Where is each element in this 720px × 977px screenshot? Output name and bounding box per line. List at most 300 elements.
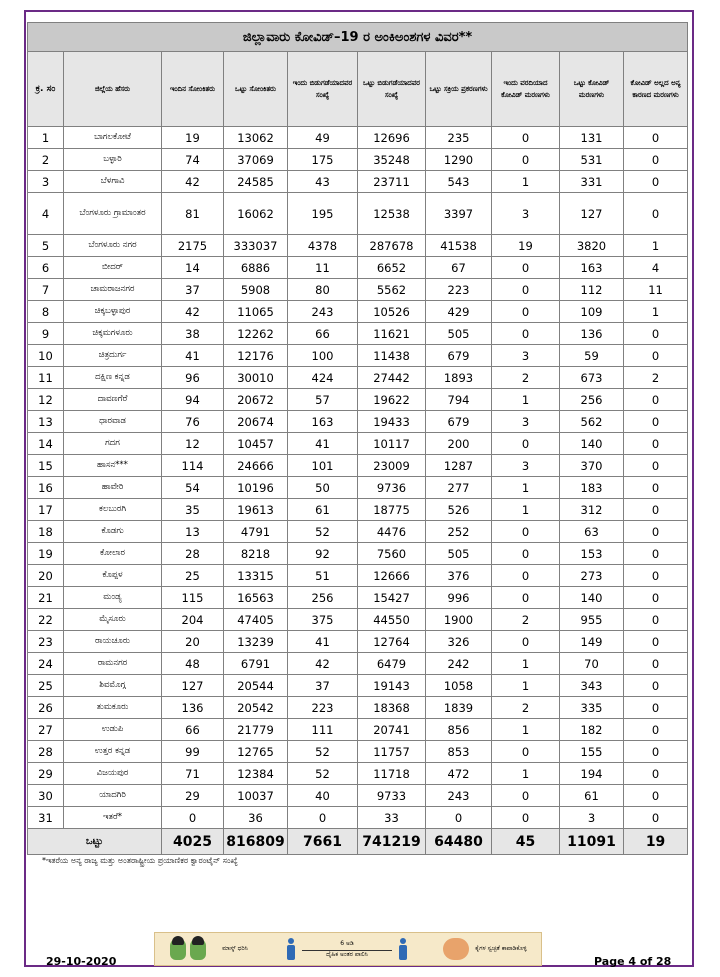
district-name: ಯಾದಗಿರಿ [64,785,162,807]
table-cell: 67 [426,257,492,279]
mask-text: ಮಾಸ್ಕ್ ಧರಿಸಿ [222,945,248,952]
table-cell: 48 [162,653,224,675]
table-cell: 1 [28,127,64,149]
table-cell: 10196 [224,477,288,499]
safety-banner [154,932,542,966]
table-cell: 109 [560,301,624,323]
table-cell: 19 [162,127,224,149]
table-cell: 14 [28,433,64,455]
table-cell: 955 [560,609,624,631]
table-cell: 54 [162,477,224,499]
table-cell: 0 [492,149,560,171]
table-cell: 3 [492,345,560,367]
table-cell: 40 [288,785,358,807]
table-cell: 11621 [358,323,426,345]
table-cell: 526 [426,499,492,521]
table-cell: 163 [560,257,624,279]
table-cell: 856 [426,719,492,741]
table-cell: 11 [28,367,64,389]
table-cell: 41 [162,345,224,367]
column-header: ಇಂದು ಬಿಡುಗಡೆಯಾದವರ ಸಂಖ್ಯೆ [288,52,358,127]
table-cell: 8218 [224,543,288,565]
table-cell: 41 [288,433,358,455]
table-cell: 505 [426,323,492,345]
table-row [28,631,688,653]
table-cell: 0 [624,763,688,785]
table-cell: 163 [288,411,358,433]
table-cell: 11438 [358,345,426,367]
table-cell: 71 [162,763,224,785]
table-cell: 6479 [358,653,426,675]
table-cell: 140 [560,587,624,609]
table-cell: 16 [28,477,64,499]
table-cell: 424 [288,367,358,389]
person-icon [286,938,296,960]
table-cell: 287678 [358,235,426,257]
table-cell: 256 [288,587,358,609]
table-cell: 92 [288,543,358,565]
table-cell: 343 [560,675,624,697]
table-cell: 12666 [358,565,426,587]
table-cell: 13062 [224,127,288,149]
table-cell: 376 [426,565,492,587]
table-cell: 2175 [162,235,224,257]
table-cell: 16563 [224,587,288,609]
table-cell: 114 [162,455,224,477]
table-cell: 4 [624,257,688,279]
table-cell: 12764 [358,631,426,653]
table-cell: 10 [28,345,64,367]
table-cell: 1 [492,477,560,499]
table-row [28,565,688,587]
table-cell: 23 [28,631,64,653]
table-row [28,587,688,609]
table-cell: 115 [162,587,224,609]
table-cell: 19433 [358,411,426,433]
table-cell: 2 [492,609,560,631]
table-cell: 0 [624,149,688,171]
table-row [28,741,688,763]
table-cell: 335 [560,697,624,719]
table-cell: 2 [624,367,688,389]
table-cell: 19613 [224,499,288,521]
table-cell: 794 [426,389,492,411]
table-row [28,653,688,675]
table-cell: 0 [624,521,688,543]
total-cell: 11091 [560,829,624,855]
table-cell: 0 [624,433,688,455]
table-cell: 28 [162,543,224,565]
table-cell: 136 [162,697,224,719]
table-cell: 9 [28,323,64,345]
table-cell: 0 [162,807,224,829]
table-cell: 136 [560,323,624,345]
table-cell: 49 [288,127,358,149]
table-cell: 31 [28,807,64,829]
table-cell: 23711 [358,171,426,193]
table-cell: 3 [492,411,560,433]
table-cell: 37 [162,279,224,301]
district-name: ಇತರೆ* [64,807,162,829]
table-cell: 472 [426,763,492,785]
column-header: ಇಂದಿನ ಸೋಂಕಿತರು [162,52,224,127]
table-cell: 543 [426,171,492,193]
table-cell: 19 [492,235,560,257]
table-cell: 0 [624,171,688,193]
table-cell: 5 [28,235,64,257]
table-cell: 52 [288,521,358,543]
table-cell: 3 [28,171,64,193]
table-cell: 35248 [358,149,426,171]
table-cell: 0 [624,741,688,763]
table-cell: 1 [492,171,560,193]
table-cell: 20542 [224,697,288,719]
table-cell: 27 [28,719,64,741]
table-cell: 155 [560,741,624,763]
total-row [28,829,688,855]
table-cell: 312 [560,499,624,521]
table-cell: 2 [492,697,560,719]
table-cell: 12176 [224,345,288,367]
district-name: ಚಿತ್ರದುರ್ಗ [64,345,162,367]
table-cell: 333037 [224,235,288,257]
total-cell: 741219 [358,829,426,855]
table-cell: 13 [28,411,64,433]
table-cell: 243 [426,785,492,807]
table-cell: 4 [28,193,64,235]
table-cell: 1839 [426,697,492,719]
table-cell: 12 [28,389,64,411]
table-cell: 3 [560,807,624,829]
table-row [28,127,688,149]
district-name: ಕಲಬುರಗಿ [64,499,162,521]
table-title: ಜಿಲ್ಲಾವಾರು ಕೋವಿಡ್–19 ರ ಅಂಕಿಅಂಶಗಳ ವಿವರ** [28,23,688,52]
table-cell: 127 [560,193,624,235]
table-cell: 0 [492,807,560,829]
district-name: ವಿಜಯಪುರ [64,763,162,785]
table-row [28,257,688,279]
table-cell: 18368 [358,697,426,719]
table-cell: 243 [288,301,358,323]
table-cell: 0 [624,345,688,367]
column-header: ಒಟ್ಟು ಸೋಂಕಿತರು [224,52,288,127]
table-cell: 0 [624,697,688,719]
table-cell: 19 [28,543,64,565]
table-cell: 326 [426,631,492,653]
table-cell: 0 [492,631,560,653]
table-row [28,193,688,235]
table-cell: 100 [288,345,358,367]
table-cell: 112 [560,279,624,301]
hand-wash-icon [443,938,469,960]
table-cell: 66 [162,719,224,741]
distance-text: ದೈಹಿಕ ಅಂತರ ಪಾಲಿಸಿ [326,950,368,958]
masked-face-icon [170,938,186,960]
table-cell: 0 [624,389,688,411]
table-cell: 242 [426,653,492,675]
table-cell: 0 [624,477,688,499]
table-cell: 853 [426,741,492,763]
table-cell: 5908 [224,279,288,301]
table-cell: 673 [560,367,624,389]
district-name: ಗದಗ [64,433,162,455]
table-cell: 3 [492,455,560,477]
table-cell: 194 [560,763,624,785]
table-cell: 0 [492,323,560,345]
table-cell: 1 [624,301,688,323]
district-name: ರಾಮನಗರ [64,653,162,675]
table-cell: 562 [560,411,624,433]
table-cell: 0 [624,543,688,565]
table-cell: 235 [426,127,492,149]
district-name: ಉಡುಪಿ [64,719,162,741]
district-name: ಬೆಳಗಾವಿ [64,171,162,193]
table-cell: 175 [288,149,358,171]
district-name: ಬಾಗಲಕೋಟೆ [64,127,162,149]
table-cell: 6886 [224,257,288,279]
table-cell: 38 [162,323,224,345]
table-row [28,609,688,631]
table-cell: 28 [28,741,64,763]
table-cell: 5562 [358,279,426,301]
total-cell: 64480 [426,829,492,855]
district-name: ಕೊಡಗು [64,521,162,543]
table-cell: 10117 [358,433,426,455]
report-date: 29-10-2020 [46,955,117,968]
table-cell: 0 [492,587,560,609]
distance-value: 6 ಅಡಿ [340,939,354,947]
table-cell: 6 [28,257,64,279]
table-cell: 29 [28,763,64,785]
table-cell: 94 [162,389,224,411]
district-name: ಮಂಡ್ಯ [64,587,162,609]
district-name: ಮೈಸೂರು [64,609,162,631]
total-cell: 45 [492,829,560,855]
table-cell: 0 [624,609,688,631]
table-row [28,697,688,719]
column-header: ಇಂದು ವರದಿಯಾದ ಕೋವಿಡ್ ಮರಣಗಳು [492,52,560,127]
table-cell: 20 [162,631,224,653]
table-cell: 996 [426,587,492,609]
table-row [28,345,688,367]
table-cell: 17 [28,499,64,521]
table-cell: 0 [426,807,492,829]
table-cell: 18775 [358,499,426,521]
table-cell: 26 [28,697,64,719]
table-cell: 81 [162,193,224,235]
table-cell: 101 [288,455,358,477]
table-cell: 4791 [224,521,288,543]
footnote: *ಇತರೆಯ ಅನ್ಯ ರಾಜ್ಯ ಮತ್ತು ಅಂತರಾಷ್ಟ್ರೀಯ ಪ್ರಯಾಣಿಕರ ಕ್ವಾರಂಟೈನ್ ಸಂಖ್ಯೆ [42,856,238,865]
table-cell: 41538 [426,235,492,257]
district-name: ಕೋಲಾರ [64,543,162,565]
table-cell: 30010 [224,367,288,389]
table-cell: 149 [560,631,624,653]
district-name: ತುಮಕೂರು [64,697,162,719]
table-cell: 3 [492,193,560,235]
table-cell: 33 [358,807,426,829]
table-cell: 3820 [560,235,624,257]
table-cell: 223 [288,697,358,719]
district-name: ಹಾಸನ*** [64,455,162,477]
table-cell: 22 [28,609,64,631]
table-cell: 7 [28,279,64,301]
table-cell: 10526 [358,301,426,323]
total-cell: 816809 [224,829,288,855]
table-cell: 0 [624,785,688,807]
table-cell: 13 [162,521,224,543]
district-covid-table [27,22,688,855]
table-cell: 41 [288,631,358,653]
table-cell: 52 [288,741,358,763]
table-cell: 0 [624,455,688,477]
table-cell: 0 [624,587,688,609]
table-cell: 1 [624,235,688,257]
table-cell: 195 [288,193,358,235]
table-row [28,675,688,697]
district-name: ಬೆಂಗಳೂರು ನಗರ [64,235,162,257]
table-cell: 0 [492,785,560,807]
hands-text: ಕೈಗಳ ಸ್ವಚ್ಛತೆ ಕಾಪಾಡಿಕೊಳ್ಳಿ [475,945,527,952]
table-cell: 59 [560,345,624,367]
table-cell: 11 [624,279,688,301]
table-cell: 331 [560,171,624,193]
table-cell: 74 [162,149,224,171]
table-cell: 63 [560,521,624,543]
table-cell: 42 [162,301,224,323]
table-cell: 57 [288,389,358,411]
table-cell: 19143 [358,675,426,697]
table-cell: 1 [492,389,560,411]
table-cell: 140 [560,433,624,455]
table-cell: 1 [492,499,560,521]
table-cell: 13239 [224,631,288,653]
table-cell: 15 [28,455,64,477]
column-header: ಒಟ್ಟು ಕೋವಿಡ್ ಮರಣಗಳು [560,52,624,127]
table-cell: 15427 [358,587,426,609]
table-cell: 19622 [358,389,426,411]
table-cell: 0 [624,675,688,697]
table-cell: 10037 [224,785,288,807]
table-cell: 76 [162,411,224,433]
table-cell: 153 [560,543,624,565]
table-cell: 12538 [358,193,426,235]
mask-faces [161,933,215,965]
table-cell: 0 [624,411,688,433]
table-cell: 370 [560,455,624,477]
table-cell: 51 [288,565,358,587]
table-cell: 27442 [358,367,426,389]
table-cell: 505 [426,543,492,565]
district-name: ಚಿಕ್ಕಬಳ್ಳಾಪುರ [64,301,162,323]
table-cell: 20544 [224,675,288,697]
district-name: ರಾಯಚೂರು [64,631,162,653]
table-cell: 23009 [358,455,426,477]
table-cell: 1 [492,763,560,785]
table-cell: 70 [560,653,624,675]
table-cell: 8 [28,301,64,323]
table-cell: 43 [288,171,358,193]
total-cell: 19 [624,829,688,855]
table-cell: 183 [560,477,624,499]
table-cell: 80 [288,279,358,301]
column-header: ಒಟ್ಟು ಸಕ್ರಿಯ ಪ್ರಕರಣಗಳು [426,52,492,127]
table-cell: 256 [560,389,624,411]
page-number: Page 4 of 28 [594,955,672,968]
table-cell: 20 [28,565,64,587]
table-cell: 1287 [426,455,492,477]
table-cell: 375 [288,609,358,631]
table-cell: 4476 [358,521,426,543]
table-cell: 30 [28,785,64,807]
district-name: ಚಿಕ್ಕಮಗಳೂರು [64,323,162,345]
table-cell: 25 [162,565,224,587]
table-cell: 16062 [224,193,288,235]
table-cell: 2 [28,149,64,171]
table-row [28,389,688,411]
table-row [28,411,688,433]
table-cell: 37 [288,675,358,697]
table-cell: 252 [426,521,492,543]
table-cell: 1900 [426,609,492,631]
column-header: ಕೋವಿಡ್ ಅಲ್ಲದ ಅನ್ಯ ಕಾರಣದ ಮರಣಗಳು [624,52,688,127]
table-cell: 0 [624,323,688,345]
table-cell: 1058 [426,675,492,697]
table-cell: 6652 [358,257,426,279]
district-name: ದಕ್ಷಿಣ ಕನ್ನಡ [64,367,162,389]
table-cell: 24585 [224,171,288,193]
table-cell: 10457 [224,433,288,455]
table-row [28,763,688,785]
table-cell: 12696 [358,127,426,149]
table-cell: 7560 [358,543,426,565]
table-cell: 35 [162,499,224,521]
table-cell: 25 [28,675,64,697]
table-cell: 273 [560,565,624,587]
table-cell: 66 [288,323,358,345]
table-cell: 0 [492,521,560,543]
table-row [28,149,688,171]
table-cell: 9736 [358,477,426,499]
table-row [28,279,688,301]
table-cell: 679 [426,411,492,433]
table-cell: 0 [492,301,560,323]
table-cell: 6791 [224,653,288,675]
district-name: ಚಾಮರಾಜನಗರ [64,279,162,301]
table-cell: 12765 [224,741,288,763]
table-cell: 14 [162,257,224,279]
table-row [28,323,688,345]
table-cell: 0 [624,565,688,587]
table-cell: 1 [492,675,560,697]
table-cell: 20674 [224,411,288,433]
double-arrow-icon [302,950,392,951]
table-cell: 3397 [426,193,492,235]
table-cell: 13315 [224,565,288,587]
table-row [28,301,688,323]
table-row [28,235,688,257]
table-cell: 1290 [426,149,492,171]
table-cell: 96 [162,367,224,389]
table-cell: 20741 [358,719,426,741]
table-row [28,367,688,389]
table-cell: 20672 [224,389,288,411]
district-name: ದಾವಣಗೆರೆ [64,389,162,411]
table-row [28,543,688,565]
table-cell: 0 [492,565,560,587]
table-cell: 11757 [358,741,426,763]
table-cell: 1893 [426,367,492,389]
